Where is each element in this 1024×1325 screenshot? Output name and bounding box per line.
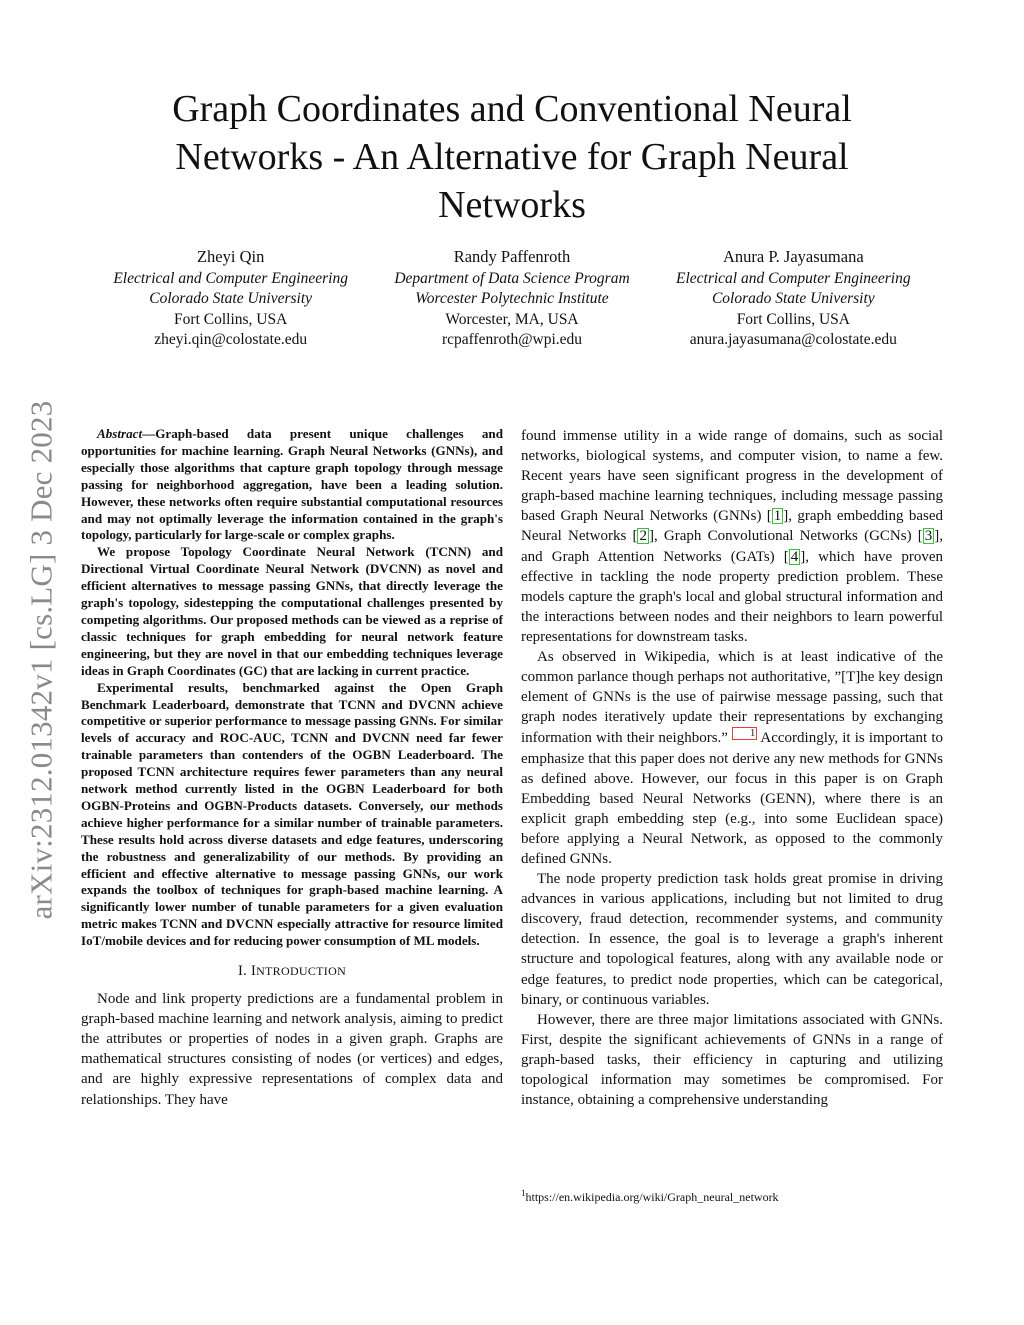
citation-link-2[interactable]: 2 xyxy=(639,528,647,545)
arxiv-identifier-text: arXiv:2312.01342v1 [cs.LG] 3 Dec 2023 xyxy=(23,400,59,920)
text-run: , which have proven effective in tackling the node property prediction problem. These models capture the graph's local and global structural information and the interactions between nodes and their neighbors to learn powerful representations for downstream tasks. xyxy=(521,548,943,645)
author-department: Department of Data Science Program xyxy=(394,269,630,287)
author-block xyxy=(90,247,934,351)
author-department: Electrical and Computer Engineering xyxy=(676,269,911,287)
left-column xyxy=(81,426,503,1110)
text-run: As observed in Wikipedia, which is at least indicative of the common parlance though perhaps not authoritative, ”[T]he key design element of GNNs is the use of pairwise message passing, such that graph nodes iteratively update their representations by exchanging information with their neighbors.” xyxy=(521,649,943,747)
intro-paragraph-node-prediction: The node property prediction task holds great promise in driving advances in various applications, including but not limited to drug discovery, fraud detection, recommender systems, and community detection. In essence, the goal is to leverage a graph's inherent structure and topological features, along with any available node or edge features, to predict node properties, which can be categorical, binary, or continuous variables. xyxy=(521,871,943,1008)
abstract-paragraph-1 xyxy=(81,426,503,544)
intro-left-text xyxy=(81,989,503,1110)
text-run: Accordingly, it is important to emphasize that this paper does not derive any new methods for GNNs as defined above. However, our focus in this paper is on Graph Embedding based Neural Networks (GENN), where there is an explicit graph embedding step (e.g., into some Euclidean space) before applying a Neural Network, as opposed to the commonly defined GNNs. xyxy=(521,730,943,867)
text-run: , graph embedding based Neural Networks xyxy=(521,508,943,545)
author-3 xyxy=(653,247,934,351)
right-column xyxy=(521,426,943,1110)
author-location: Fort Collins, USA xyxy=(736,310,850,328)
author-email: zheyi.qin@colostate.edu xyxy=(154,331,308,348)
author-name: Zheyi Qin xyxy=(196,247,265,266)
author-name: Anura P. Jayasumana xyxy=(722,247,864,266)
intro-paragraph-continued: found immense utility in a wide range of domains, such as social networks, biological systems, and computer vision, to name a few. Recent years have seen significant progress in the development of graph-based machine learning techniques, including message passing based Graph Neural Networks (GNNs) [ 1 ], graph embedding based Neural Networks [ 2 ], Graph Convolutional Networks (GCNs) [ 3 ], and Graph Attention Networks (GATs) [ 4 ], which have proven effective in tackling the node property prediction problem. These models capture the graph's local and global structural information and the interactions between nodes and their neighbors to learn powerful representations for downstream tasks. xyxy=(521,428,943,645)
arxiv-identifier xyxy=(6,360,76,960)
intro-paragraph-1: Node and link property predictions are a fundamental problem in graph-based machine learning and network analysis, aiming to predict the attributes or properties of nodes in a given graph. Graphs are mathematical structures consisting of nodes (or vertices) and edges, and are highly expressive representations of complex data and relationships. They have xyxy=(81,991,503,1108)
intro-paragraph-limitations: However, there are three major limitations associated with GNNs. First, despite the significant achievements of GNNs in a range of graph-based tasks, their efficiency in capturing and utilizing topological information may sometimes be compromised. For instance, obtaining a comprehensive understanding xyxy=(521,1011,943,1109)
author-email: rcpaffenroth@wpi.edu xyxy=(441,331,583,348)
text-run: , and Graph Attention Networks (GATs) xyxy=(521,528,943,565)
section-heading-introduction xyxy=(81,963,503,980)
citation-link-1[interactable]: 1 xyxy=(773,508,782,525)
author-name: Randy Paffenroth xyxy=(453,247,571,266)
author-location: Fort Collins, USA xyxy=(174,310,288,328)
citation-link-4[interactable]: 4 xyxy=(790,548,799,565)
footnote-link-1[interactable]: 1 xyxy=(732,727,757,740)
intro-right-text xyxy=(521,426,943,1110)
intro-paragraph-wikipedia xyxy=(521,647,943,869)
author-institution: Worcester Polytechnic Institute xyxy=(415,290,609,307)
footnote xyxy=(521,1186,943,1205)
author-1 xyxy=(90,247,371,351)
text-run: , Graph Convolutional Networks (GCNs) xyxy=(653,528,918,545)
section-title-rest: NTRODUCTION xyxy=(256,964,347,979)
abstract-label: Abstract xyxy=(97,426,143,441)
abstract-text: —Graph-based data present unique challenges and opportunities for machine learning. Graph Neural Networks (GNNs), and especially those algorithms that capture graph topology through message passing for neighborhood aggregation, have been a leading solution. However, these networks often require substantial computational resources and may not optimally leverage the information contained in the graph's topology, particularly for large-scale or complex graphs. xyxy=(81,426,503,543)
section-title-initial: I xyxy=(250,963,257,980)
author-email: anura.jayasumana@colostate.edu xyxy=(689,331,897,348)
citation-link-3[interactable]: 3 xyxy=(924,528,933,545)
footnote-url[interactable]: https://en.wikipedia.org/wiki/Graph_neural_network xyxy=(525,1190,779,1204)
author-2 xyxy=(371,247,652,351)
author-department: Electrical and Computer Engineering xyxy=(113,269,348,287)
author-institution: Colorado State University xyxy=(149,290,313,307)
abstract xyxy=(81,426,503,950)
section-number: I. xyxy=(237,963,247,980)
abstract-paragraph-2: We propose Topology Coordinate Neural Network (TCNN) and Directional Virtual Coordinate Neural Network (DVCNN) as novel and efficient alternatives to message passing GNNs, that directly leverage the graph's topology, sidestepping the computational challenges presented by competing algorithms. Our proposed methods can be viewed as a reprise of classic techniques for graph embedding for neural network feature engineering, but they are novel in that our embedding techniques leverage ideas in Graph Coordinates (GC) that are lacking in current practice. xyxy=(81,544,503,678)
author-institution: Colorado State University xyxy=(711,290,875,307)
text-run: found immense utility in a wide range of domains, such as social networks, biological systems, and computer vision, to name a few. Recent years have seen significant progress in the development of graph-based machine learning techniques, including message passing based Graph Neural Networks (GNNs) xyxy=(521,428,943,525)
footnote-mark: 1 xyxy=(521,1188,526,1198)
abstract-paragraph-3: Experimental results, benchmarked against the Open Graph Benchmark Leaderboard, demonstrate that TCNN and DVCNN achieve competitive or superior performance to message passing GNNs. For similar levels of accuracy and ROC-AUC, TCNN and DVCNN need far fewer trainable parameters than contenders of the OGBN Leaderboard. The proposed TCNN architecture requires fewer parameters than any neural network method currently listed in the OGBN Leaderboard for both OGBN-Proteins and OGBN-Products datasets. Conversely, our methods achieve higher performance for a similar number of trainable parameters. These results hold across diverse datasets and edge features, underscoring the robustness and generalizability of our methods. By providing an efficient and effective alternative to message passing GNNs, our work expands the toolbox of techniques for graph-based machine learning. A significantly lower number of tunable parameters for a given evaluation metric makes TCNN and DVCNN especially attractive for resource limited IoT/mobile devices and for reducing power consumption of ML models. xyxy=(81,679,503,949)
paper-title: Graph Coordinates and Conventional Neural Networks - An Alternative for Graph Neural Networks xyxy=(172,88,852,226)
author-location: Worcester, MA, USA xyxy=(445,310,579,328)
